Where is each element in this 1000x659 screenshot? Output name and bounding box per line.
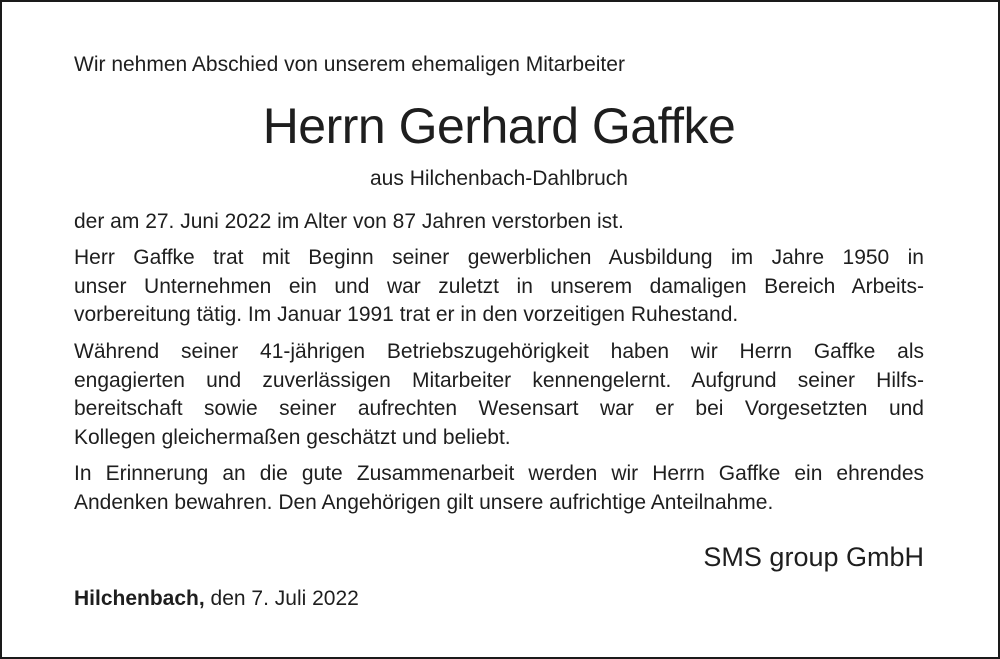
place-date-line — [74, 586, 359, 612]
date-text: den 7. Juli 2022 — [210, 587, 359, 610]
text-line: Kollegen gleichermaßen geschätzt und beliebt. — [74, 425, 511, 449]
company-signature: SMS group GmbH — [703, 542, 924, 572]
text-line: bereitschaft sowie seiner aufrechten Wesensart war er bei Vorgesetzten und — [74, 397, 924, 420]
text-line: Andenken bewahren. Den Angehörigen gilt unsere aufrichtige Anteilnahme. — [74, 490, 774, 514]
deceased-name: Herrn Gerhard Gaffke — [262, 98, 736, 154]
text-line: Herr Gaffke trat mit Beginn seiner gewerblichen Ausbildung im Jahre 1950 in — [74, 246, 924, 269]
intro-line: Wir nehmen Abschied von unserem ehemaligen Mitarbeiter — [74, 53, 625, 76]
tribute-paragraph — [74, 338, 924, 452]
text-line: der am 27. Juni 2022 im Alter von 87 Jahren verstorben ist. — [74, 210, 624, 233]
death-line — [74, 208, 924, 237]
text-line: In Erinnerung an die gute Zusammenarbeit werden wir Herrn Gaffke ein ehrendes — [74, 462, 924, 485]
text-line: engagierten und zuverlässigen Mitarbeiter kennengelernt. Aufgrund seiner Hilfs- — [74, 368, 924, 392]
origin-line: aus Hilchenbach-Dahlbruch — [370, 167, 628, 190]
text-line: Während seiner 41-jährigen Betriebszugehörigkeit haben wir Herrn Gaffke als — [74, 340, 924, 363]
place-name: Hilchenbach, — [74, 587, 205, 610]
career-paragraph — [74, 244, 924, 330]
text-line: unser Unternehmen ein und war zuletzt in unserem damaligen Bereich Arbeits- — [74, 274, 924, 298]
text-line: vorbereitung tätig. Im Januar 1991 trat er in den vorzeitigen Ruhestand. — [74, 303, 739, 326]
remembrance-paragraph — [74, 460, 924, 517]
